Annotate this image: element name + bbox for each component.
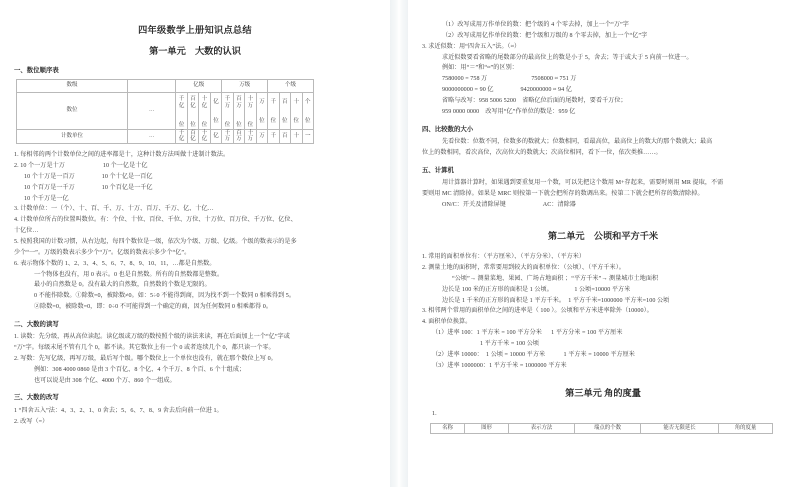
section-heading-5: 五、计算机: [422, 166, 454, 174]
body-line: 6. 表示物体个数的 1、2、3、4、5、6、7、8、9、10、11，…都是自然数。: [14, 260, 216, 267]
body-line: 要则用 MC 清除掉。如果是 MRC 则按第一下就会把所存的数调出来。按第二下就会把所存的数清除掉。: [422, 190, 704, 197]
cell-digit-name: [176, 92, 187, 129]
cell-unit: 百万: [233, 129, 244, 144]
digit-name-text: 十亿: [201, 95, 208, 109]
body-line: “万”字。每级末尾不管有几个 0，都不读。其它数位上有一个 0 或者连续几个 0，都只读一个零。: [14, 345, 275, 352]
digit-order-table: [16, 79, 314, 144]
example-right: 7508000 ≈ 751 万: [531, 76, 577, 83]
body-line: 2. 改写（=）: [14, 418, 49, 425]
cell-dots: …: [128, 129, 176, 144]
body-line: 十亿位…: [14, 228, 39, 235]
digit-suffix: 位: [201, 121, 208, 128]
cell-header: 角的度量: [719, 424, 773, 434]
digit-suffix: 位: [293, 118, 300, 125]
body-line: 3. 计数单位：一（个）、十、百、千、万、十万、百万、千万、亿、十亿…: [14, 206, 214, 213]
body-line: 也可以说是由 308 个亿、4000 个万、860 个一组成。: [34, 377, 176, 384]
body-line: 2. 测量土地的面积时，常常要用到较大的面积单位：（公顷）、（平方千米）。: [422, 265, 625, 272]
body-line: 4. 面积单位换算。: [422, 319, 472, 326]
digit-name-text: 百亿: [190, 95, 196, 109]
body-line: ②除数=0，被除数=0，即：0÷0 不可能得到一个确定的商，因为任何数同 0 相乘都得 0。: [34, 304, 272, 311]
body-line: 例如：308 4000 0860 是由 3 个百亿、8 个亿、4 个千万、8 个百、6 个十组成；: [34, 366, 246, 373]
section-heading-1: 一、数位顺序表: [14, 66, 59, 74]
digit-suffix: 位: [213, 118, 219, 125]
cell-unit: 百: [279, 129, 290, 144]
cell-digit-name: [256, 92, 267, 129]
document-page-right: [408, 0, 798, 487]
cell-digit-name: [245, 92, 256, 129]
body-line: （3）进率 1000000：1 平方千米 = 1000000 平方米: [432, 362, 567, 369]
body-line: 边长是 100 米的正方形的面积是 1 公顷。 1 公顷=10000 平方米: [442, 286, 631, 293]
section-heading-4: 四、比较数的大小: [422, 125, 474, 133]
table-row: [17, 79, 314, 92]
body-line: [422, 74, 784, 85]
cell-digit-name: [187, 92, 198, 129]
cell-unit: 千: [268, 129, 279, 144]
digit-suffix: 位: [259, 118, 265, 125]
page-separator: [390, 0, 408, 487]
body-line: （2）改写成用亿作单位的数：把个级和万级的 8 个零去掉，加上一个“亿”字: [442, 32, 648, 39]
body-line: 1. 每相邻的两个计数单位之间的进率都是十，这种计数方法叫做十进制计数法。: [14, 152, 230, 159]
cell-dots: …: [128, 92, 176, 129]
body-line: （2）进率 10000： 1 公顷 = 10000 平方米 1 平方米 = 10000 平方厘米: [432, 351, 635, 358]
digit-name-text: 亿: [213, 99, 219, 106]
cell-digit-name: [210, 92, 221, 129]
cell-digit-name: [268, 92, 279, 129]
body-line: 一个物体也没有，用 0 表示。0 也是自然数。所有的自然数都是整数。: [34, 271, 224, 278]
digit-name-text: 十: [293, 99, 300, 106]
line-text-left: 10 个百万是一千万: [24, 184, 75, 191]
line-text-right: 10 个一亿是十亿: [102, 163, 148, 170]
cell-unit: 十万: [245, 129, 256, 144]
body-line: 1 平方千米 = 100 公顷: [480, 340, 540, 347]
example-left: 7580000 = 758 万: [442, 76, 488, 83]
body-line: 边长是 1 千米的正方形的面积是 1 平方千米。 1 平方千米=1000000 平方米=100 公顷: [442, 297, 670, 304]
body-line: [422, 85, 784, 96]
cell-header: 名称: [431, 424, 465, 434]
body-line: 0 不能作除数。①除数=0，被除数≠0。如：5÷0 不能得到商，因为找不到一个数同 0 相乘得到 5。: [34, 293, 295, 300]
digit-name-text: 个: [304, 99, 311, 106]
body-line: “公顷”→ 测量菜地、果园、广场占地面积 ；“平方千米”→ 测量城市土地面积: [452, 275, 659, 282]
cell-digit-name: [233, 92, 244, 129]
cell-header: 能否无限延长: [641, 424, 719, 434]
digit-name-text: 百: [282, 99, 288, 106]
cell-unit: 千亿: [176, 129, 187, 144]
cell-unit: 十: [291, 129, 302, 144]
body-line: [14, 161, 376, 172]
cell-group-ge: 个级: [268, 79, 314, 92]
digit-suffix: 位: [270, 118, 277, 125]
body-line: 1. 常用的面积单位有：（平方厘米）、（平方分米）、（平方米）: [422, 254, 586, 261]
cell-row-label: 数级: [17, 79, 128, 92]
document-page-left: [0, 0, 390, 487]
digit-suffix: 位: [247, 121, 254, 128]
cell-header: 端点的个数: [575, 424, 641, 434]
body-line: 省略与改写：958 5006 5200 省略亿位后面的尾数时，要看千万位；: [442, 97, 627, 104]
cell-unit: 十亿: [199, 129, 210, 144]
body-line: 最小的自然数是 0。没有最大的自然数，自然数的个数是无限的。: [34, 282, 211, 289]
cell-row-label: 计数单位: [17, 129, 128, 144]
digit-name-text: 十万: [247, 95, 254, 109]
cell-group-wan: 万级: [222, 79, 268, 92]
page-title: 四年级数学上册知识点总结: [138, 25, 252, 35]
body-line: 位上的数相同，看次高位，次高位大的数就大；次高位相同，看下一位，依次类推……。: [422, 149, 662, 156]
cell-digit-name: [302, 92, 314, 129]
body-line: 10 个千万是一亿: [24, 195, 69, 202]
cell-header: 表示方法: [509, 424, 575, 434]
body-line: 用计算器计算时，如果遇到要重复用一个数，可以先把这个数用 M+存起来，需要时则用 MR 提取，不需: [442, 179, 724, 186]
line-text-left: 2. 10 个一万是十万: [14, 163, 65, 170]
angle-summary-table: [430, 423, 773, 434]
unit-3-title: 第三单元 角的度量: [565, 388, 641, 399]
digit-suffix: 位: [178, 121, 185, 128]
digit-suffix: 位: [224, 121, 231, 128]
section-heading-2: 二、大数的读写: [14, 320, 59, 328]
body-line: 求近似数要看省略的尾数部分的最高位上的数是小于 5，舍去；等于或大于 5 向前一位进一。: [442, 54, 693, 61]
digit-suffix: 位: [190, 121, 196, 128]
body-line: 2. 写数：先写亿级，再写万级，最后写个级。哪个数位上一个单位也没有，就在那个数位上写 0。: [14, 355, 277, 362]
digit-suffix: 位: [282, 118, 288, 125]
cell-row-label: 数位: [17, 92, 128, 129]
body-line: 先看位数：位数不同，位数多的数就大；位数相同，看最高位，最高位上的数大的那个数就大；最高: [442, 138, 713, 145]
body-line: 5. 按照我国的计数习惯，从右边起，每四个数位是一级，依次为个级、万级、亿级。个级的数表示的是多: [14, 239, 297, 245]
cell-group-yi: 亿级: [176, 79, 222, 92]
cell-unit: 一: [302, 129, 314, 144]
digit-name-text: 百万: [236, 95, 242, 109]
body-line: 1. 读数：先分级，再从高位读起。读亿级或万级的数按照个级的读法来读，再在后面加上一个“亿”字或: [14, 334, 290, 341]
body-line: （1）改写成用万作单位的数：把个级的 4 个零去掉，加上一个“万”字: [442, 22, 629, 28]
unit-2-title: 第二单元 公顷和平方千米: [547, 231, 659, 242]
unit-1-title: 第一单元 大数的认识: [149, 45, 241, 56]
section-heading-3: 三、大数的改写: [14, 394, 59, 402]
body-line: （1）进率 100：1 平方米 = 100 平方分米 1 平方分米 = 100 平方厘米: [432, 330, 623, 337]
cell-unit: 亿: [210, 129, 221, 144]
digit-suffix: 位: [236, 121, 242, 128]
body-line: 3. 求近似数：用“四舍五入”法。（≈）: [422, 43, 521, 50]
digit-name-text: 千万: [224, 95, 231, 109]
body-line: 959 0000 0000 改写用“亿”作单位的数是：959 亿: [442, 108, 576, 115]
table-row: [431, 424, 773, 434]
cell-header: 图形: [465, 424, 509, 434]
digit-suffix: 位: [304, 118, 311, 125]
body-line: 1 “四舍五入”法：4、3、2、1、0 舍去；5、6、7、8、9 舍去后向前一位进 1。: [14, 407, 223, 414]
line-text-left: 10 个十万是一百万: [24, 173, 75, 180]
body-line: 1.: [432, 411, 437, 418]
line-text-right: 10 个十亿是一百亿: [101, 173, 153, 180]
digit-name-text: 万: [259, 99, 265, 106]
cell-unit: 百亿: [187, 129, 198, 144]
cell-dots: [128, 79, 176, 92]
example-left: 9000000000 = 90 亿: [442, 87, 494, 94]
line-text-right: 10 个百亿是一千亿: [101, 184, 153, 191]
body-line: [14, 183, 376, 194]
digit-name-text: 千亿: [178, 95, 185, 109]
cell-digit-name: [199, 92, 210, 129]
table-row: [17, 129, 314, 144]
body-line: [14, 172, 376, 183]
cell-digit-name: [222, 92, 233, 129]
body-line: ON/C：开关及清除屏键 AC：清除器: [442, 201, 576, 208]
table-row: [17, 92, 314, 129]
example-right: 9420000000 ≈ 94 亿: [520, 87, 572, 94]
digit-name-text: 千: [270, 99, 277, 106]
cell-unit: 万: [256, 129, 267, 144]
body-line: 3. 相邻两个常用的面积单位之间的进率是（ 100 ）。公顷和平方米进率除外（10000）。: [422, 308, 653, 315]
body-line: 4. 计数单位所占的位置叫数位。有：个位、十位、百位、千位、万位、十万位、百万位、千万位、亿位、: [14, 217, 297, 224]
cell-unit: 千万: [222, 129, 233, 144]
body-line: 例如：用“＝”和“≈”的区别：: [442, 65, 518, 72]
cell-digit-name: [291, 92, 302, 129]
body-line: 少个“一”。万级的数表示多少个“万”。亿级的数表示多少个“亿”。: [14, 249, 191, 256]
cell-digit-name: [279, 92, 290, 129]
